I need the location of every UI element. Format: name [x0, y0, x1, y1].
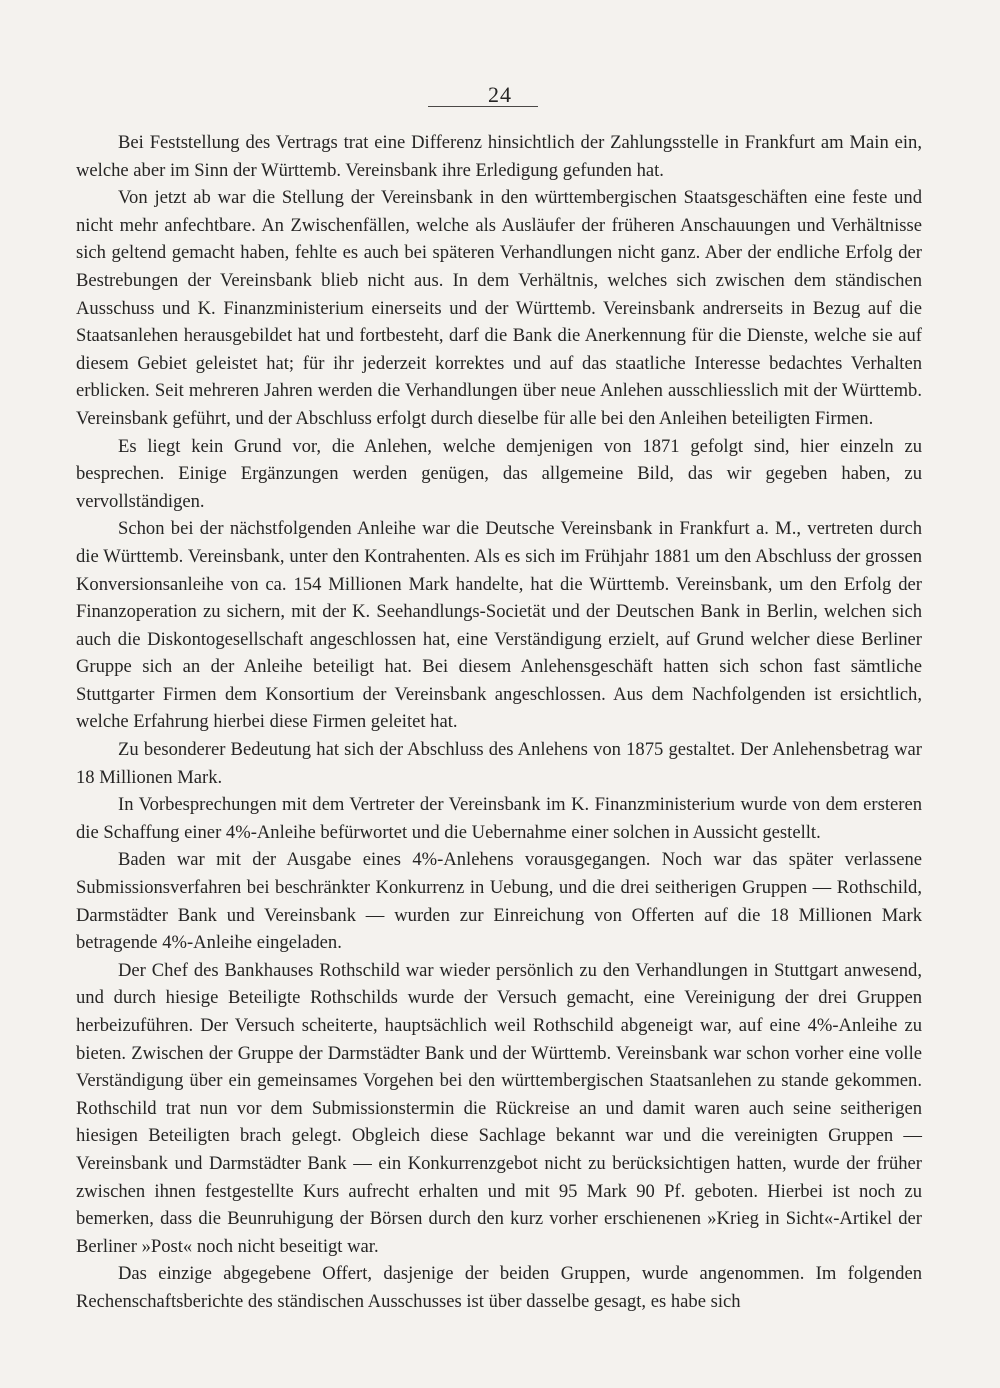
paragraph-8: Der Chef des Bankhauses Rothschild war wieder persönlich zu den Verhandlungen in Stuttgart anwesend, und durch hiesige Beteiligte Rothschilds wurde der Versuch gemacht, eine Vereinigung der drei Gruppen herbeizuführen. Der Versuch scheiterte, hauptsächlich weil Rothschild abgeneigt war, auf eine 4%-Anleihe zu bieten. Zwischen der Gruppe der Darmstädter Bank und der Württemb. Vereinsbank war schon vorher eine volle Verständigung über ein gemeinsames Vorgehen bei den württembergischen Staatsanlehen zu stande gekommen. Rothschild trat nun vor dem Submissionstermin die Rückreise an und damit waren auch seine seitherigen hiesigen Beteiligten brach gelegt. Obgleich diese Sachlage bekannt war und die vereinigten Gruppen — Vereinsbank und Darmstädter Bank — ein Konkurrenzgebot nicht zu berücksichtigen hatten, wurde der früher zwischen ihnen festgestellte Kurs aufrecht erhalten und mit 95 Mark 90 Pf. geboten. Hierbei ist noch zu bemerken, dass die Beunruhigung der Börsen durch den kurz vorher erschienenen »Krieg in Sicht«-Artikel der Berliner »Post« noch nicht beseitigt war.	[76, 959, 922, 1257]
paragraph-6: In Vorbesprechungen mit dem Vertreter der Vereinsbank im K. Finanzministerium wurde von dem ersteren die Schaffung einer 4%-Anleihe befürwortet und die Uebernahme einer solchen in Aussicht gestellt.	[76, 794, 922, 843]
paragraph-4: Schon bei der nächstfolgenden Anleihe war die Deutsche Vereinsbank in Frankfurt a. M., vertreten durch die Württemb. Vereinsbank, unter den Kontrahenten. Als es sich im Frühjahr 1881 um den Abschluss der grossen Konversionsanleihe von ca. 154 Millionen Mark handelte, hat die Württemb. Vereinsbank, um den Erfolg der Finanzoperation zu sichern, mit der K. Seehandlungs-Societät und der Deutschen Bank in Berlin, welchen sich auch die Diskontogesellschaft angeschlossen hat, eine Verständigung erzielt, auf Grund welcher diese Berliner Gruppe sich an der Anleihe beteiligt hat. Bei diesem Anlehensgeschäft hatten sich schon fast sämtliche Stuttgarter Firmen dem Konsortium der Vereinsbank angeschlossen. Aus dem Nachfolgenden ist ersichtlich, welche Erfahrung hierbei diese Firmen geleitet hat.	[76, 518, 922, 733]
page-number-rule	[428, 106, 538, 107]
paragraph-7: Baden war mit der Ausgabe eines 4%-Anlehens vorausgegangen. Noch war das später verlassene Submissionsverfahren bei beschränkter Konkurrenz in Uebung, und die drei seitherigen Gruppen — Rothschild, Darmstädter Bank und Vereinsbank — wurden zur Einreichung von Offerten auf die 18 Millionen Mark betragende 4%-Anleihe eingeladen.	[76, 849, 922, 954]
paragraph-5: Zu besonderer Bedeutung hat sich der Abschluss des Anlehens von 1875 gestaltet. Der Anlehensbetrag war 18 Millionen Mark.	[76, 739, 922, 788]
page-number: 24	[488, 82, 512, 107]
paragraph-9: Das einzige abgegebene Offert, dasjenige der beiden Gruppen, wurde angenommen. Im folgenden Rechenschaftsberichte des ständischen Ausschusses ist über dasselbe gesagt, es habe sich	[76, 1263, 922, 1312]
paragraph-1: Bei Feststellung des Vertrags trat eine Differenz hinsichtlich der Zahlungsstelle in Frankfurt am Main ein, welche aber im Sinn der Württemb. Vereinsbank ihre Erledigung gefunden hat.	[76, 132, 922, 181]
paragraph-2: Von jetzt ab war die Stellung der Vereinsbank in den württembergischen Staatsgeschäften eine feste und nicht mehr anfechtbare. An Zwischenfällen, welche als Ausläufer der früheren Anschauungen und Verhältnisse sich geltend gemacht haben, fehlte es auch bei späteren Verhandlungen nicht ganz. Aber der endliche Erfolg der Bestrebungen der Vereinsbank blieb nicht aus. In dem Verhältnis, welches sich zwischen dem ständischen Ausschuss und K. Finanzministerium einerseits und der Württemb. Vereinsbank andrerseits in Bezug auf die Staatsanlehen herausgebildet hat und fortbesteht, darf die Bank die Anerkennung für die Dienste, welche sie auf diesem Gebiet geleistet hat; für ihr jederzeit korrektes und auf das staatliche Interesse bedachtes Verhalten erblicken. Seit mehreren Jahren werden die Verhandlungen über neue Anlehen ausschliesslich mit der Württemb. Vereinsbank geführt, und der Abschluss erfolgt durch dieselbe für alle bei den Anleihen beteiligten Firmen.	[76, 187, 922, 429]
body-text	[76, 129, 922, 1316]
paragraph-3: Es liegt kein Grund vor, die Anlehen, welche demjenigen von 1871 gefolgt sind, hier einzeln zu besprechen. Einige Ergänzungen werden genügen, das allgemeine Bild, das wir gegeben haben, zu vervollständigen.	[76, 435, 922, 512]
